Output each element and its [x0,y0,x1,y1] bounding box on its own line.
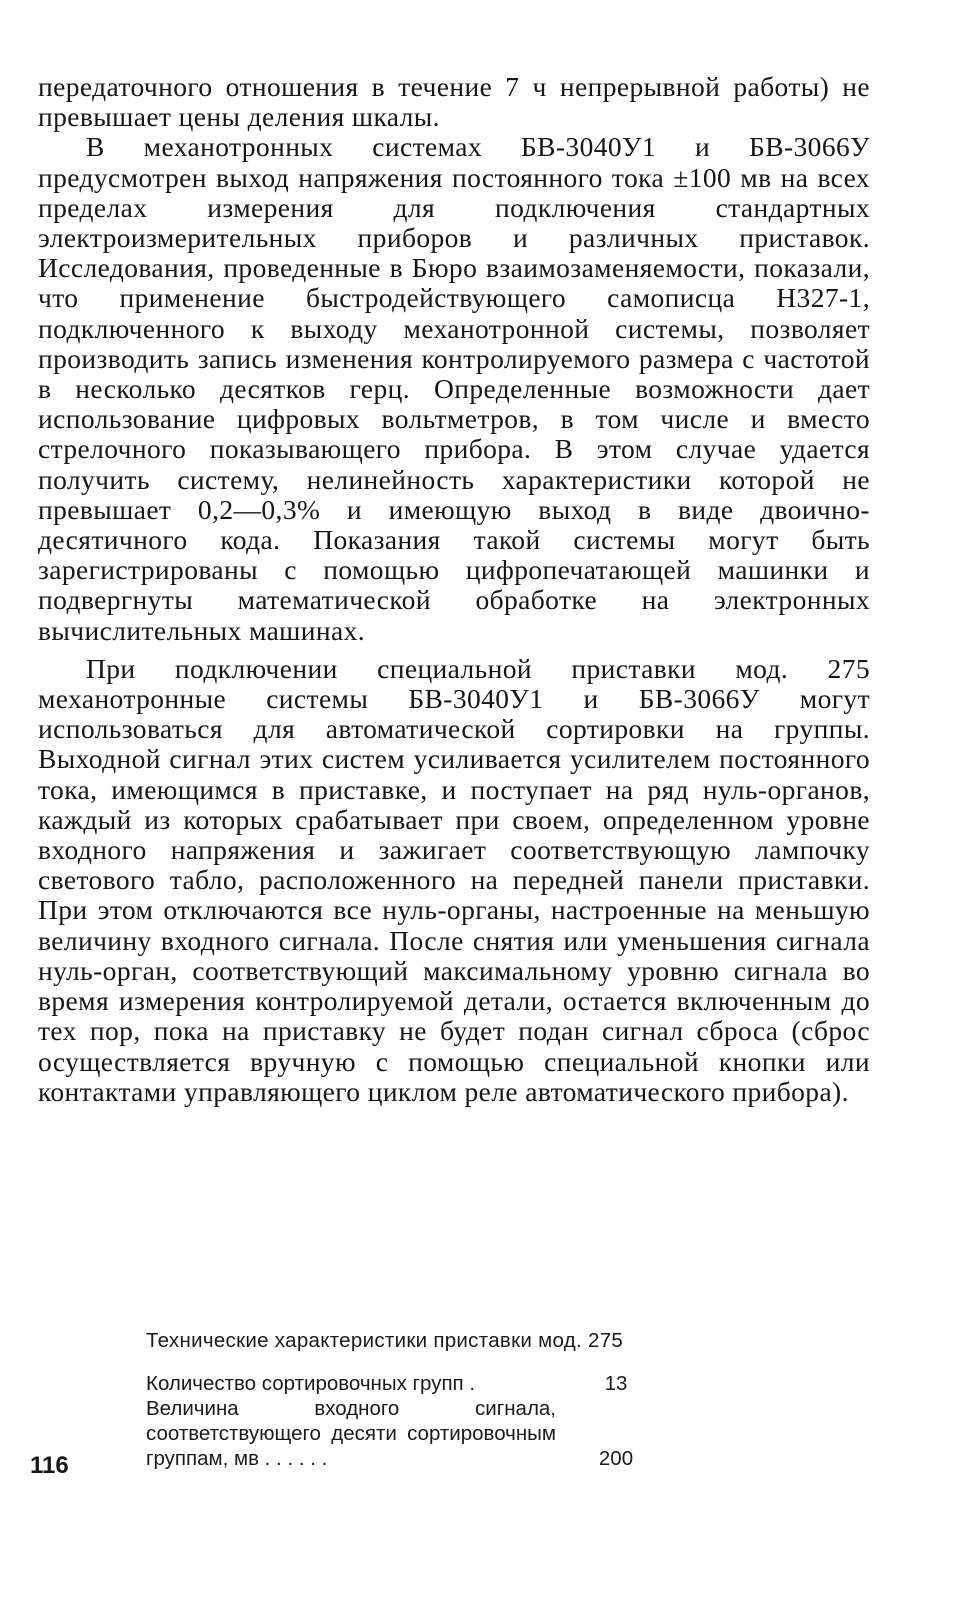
paragraph-continuation: передаточного отношения в течение 7 ч непрерывной работы) не превышает цены деления шкалы. [38,71,870,133]
spec-value: 13 [604,1372,628,1395]
paragraph-sorting-attachment: При подключении специальной приставки мод. 275 механотронные системы БВ-3040У1 и БВ-3066У могут использоваться для автоматической сортировки на группы. Выходной сигнал этих систем усиливается усилителем постоянного тока, имеющимся в приставке, и поступает на ряд нуль-органов, каждый из которых срабатывает при своем, определенном уровне входного напряжения и зажигает соответствующую лампочку светового табло, расположенного на передней панели приставки. При этом отключаются все нуль-органы, настроенные на меньшую величину входного сигнала. После снятия или уменьшения сигнала нуль-орган, соответствующий максимальному уровню сигнала во время измерения контролируемой детали, остается включенным до тех пор, пока на приставку не будет подан сигнал сброса (сброс осуществляется вручную с помощью специальной кнопки или контактами управляющего циклом реле автоматического прибора). [38,652,870,1107]
body-text [38,72,870,1107]
spec-row [146,1371,726,1396]
paragraph-mechanotron-output: В механотронных системах БВ-3040У1 и БВ-3066У предусмотрен выход напряжения постоянного тока ±100 мв на всех пределах измерения для подключения стандартных электроизмерительных приборов и различных приставок. Исследования, проведенные в Бюро взаимозаменяемости, показали, что применение быстродействующего самописца Н327-1, подключенного к выходу механотронной системы, позволяет производить запись изменения контролируемого размера с частотой в несколько десятков герц. Определенные возможности дает использование цифровых вольтметров, в том числе и вместо стрелочного показывающего прибора. В этом случае удается получить систему, нелинейность характеристики которой не превышает 0,2—0,3% и имеющую выход в виде двоично-десятичного кода. Показания такой системы могут быть зарегистрированы с помощью цифропечатающей машинки и подвергнуты математической обработке на электронных вычислительных машинах. [38,131,870,646]
spec-value: 200 [598,1447,634,1470]
spec-name: Величина входного сигнала, соответствующего десяти сортировочным группам, мв . . . . . . [146,1397,556,1470]
spec-name: Количество сортировочных групп . [146,1372,476,1395]
spec-row [146,1396,726,1471]
page-number: 116 [30,1452,69,1479]
specs-table [146,1328,726,1471]
specs-title: Технические характеристики приставки мод. 275 [146,1329,624,1352]
